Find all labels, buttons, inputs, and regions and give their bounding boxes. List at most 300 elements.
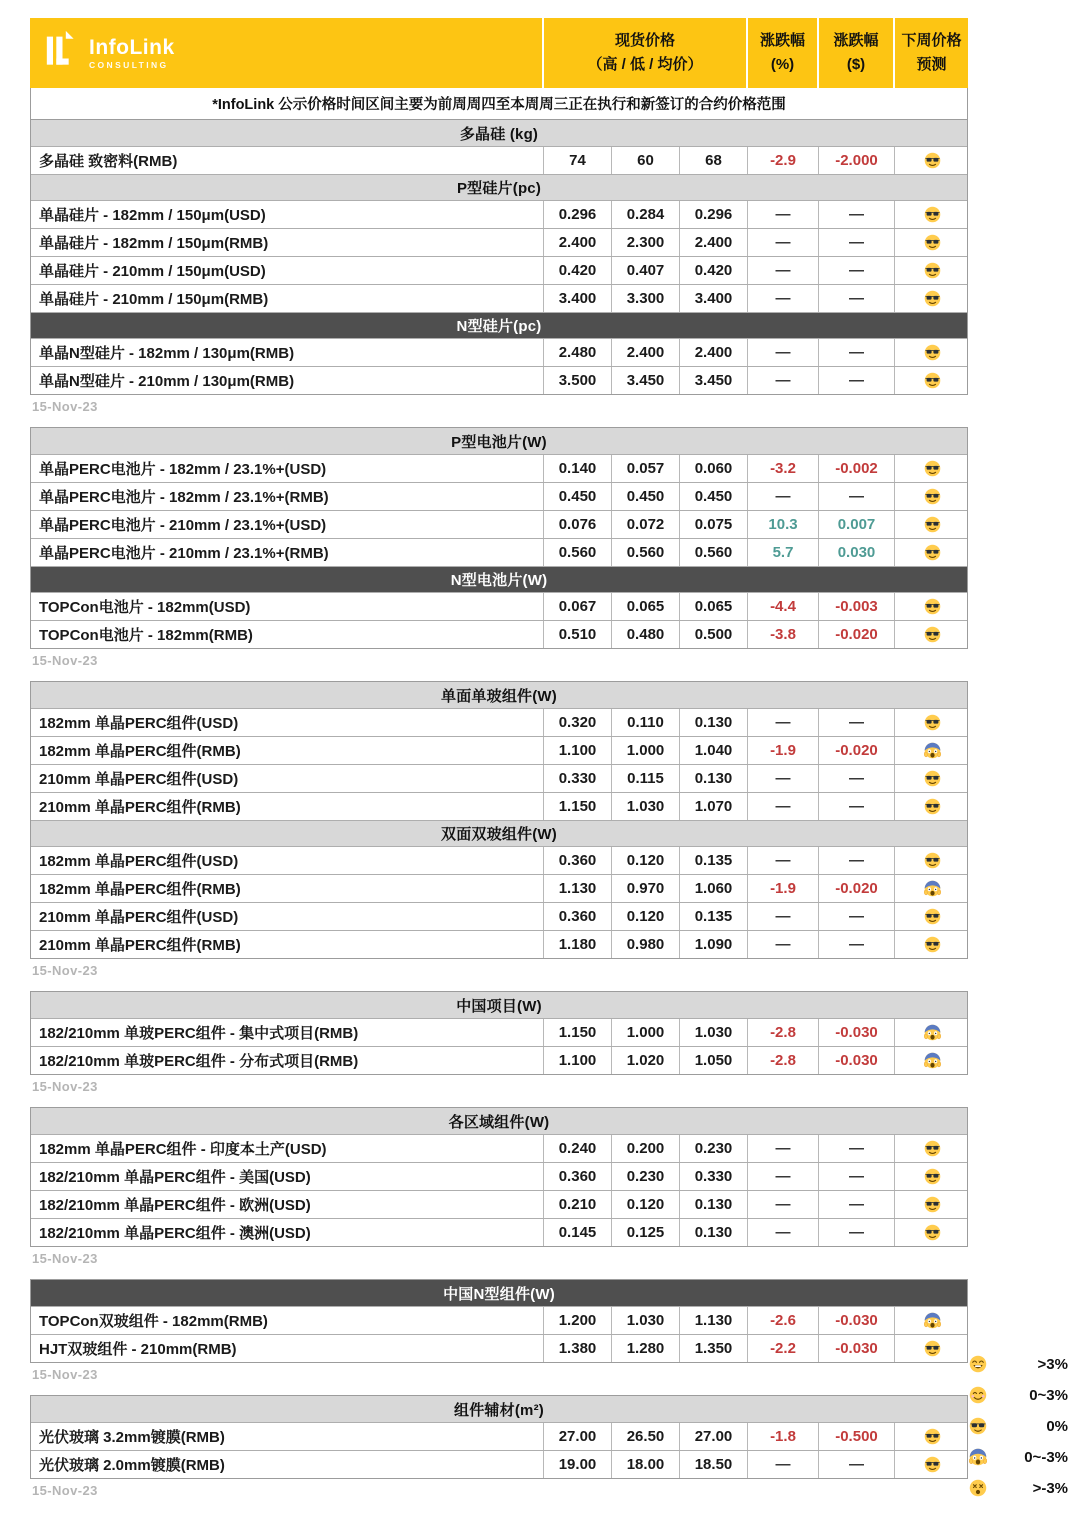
price-row bbox=[31, 366, 967, 394]
change-amount: — bbox=[818, 903, 894, 930]
forecast-sunglasses-emoji bbox=[894, 847, 969, 874]
price-row bbox=[31, 284, 967, 312]
price-row bbox=[31, 902, 967, 930]
price-high: 0.145 bbox=[543, 1219, 611, 1246]
forecast-sunglasses-emoji bbox=[894, 229, 969, 256]
price-row bbox=[31, 338, 967, 366]
forecast-legend bbox=[969, 1355, 1068, 1510]
price-high: 0.360 bbox=[543, 1163, 611, 1190]
change-amount: — bbox=[818, 483, 894, 510]
change-amount: 0.030 bbox=[818, 539, 894, 566]
price-table-block bbox=[30, 1107, 968, 1247]
change-amount: -0.003 bbox=[818, 593, 894, 620]
brand-text bbox=[89, 36, 175, 70]
price-high: 0.330 bbox=[543, 765, 611, 792]
price-avg: 1.060 bbox=[679, 875, 747, 902]
price-low: 0.072 bbox=[611, 511, 679, 538]
change-amount: -0.002 bbox=[818, 455, 894, 482]
section-header: P型硅片(pc) bbox=[31, 174, 967, 200]
change-percent: — bbox=[747, 1135, 818, 1162]
forecast-sunglasses-emoji bbox=[894, 765, 969, 792]
price-avg: 0.130 bbox=[679, 709, 747, 736]
price-low: 0.115 bbox=[611, 765, 679, 792]
price-row bbox=[31, 930, 967, 958]
change-amount: — bbox=[818, 765, 894, 792]
price-high: 3.400 bbox=[543, 285, 611, 312]
price-low: 2.300 bbox=[611, 229, 679, 256]
forecast-scream-emoji bbox=[894, 1047, 969, 1074]
price-high: 0.360 bbox=[543, 903, 611, 930]
price-row bbox=[31, 1450, 967, 1478]
price-report-sheet bbox=[30, 18, 968, 1498]
price-avg: 0.065 bbox=[679, 593, 747, 620]
spot-price-title: 现货价格 bbox=[614, 32, 675, 49]
forecast-title: 下周价格 bbox=[901, 32, 962, 49]
price-row bbox=[31, 620, 967, 648]
column-header-change-amount bbox=[817, 18, 893, 88]
price-low: 0.120 bbox=[611, 1191, 679, 1218]
price-low: 0.230 bbox=[611, 1163, 679, 1190]
price-high: 0.560 bbox=[543, 539, 611, 566]
forecast-sunglasses-emoji bbox=[894, 147, 969, 174]
change-amount: — bbox=[818, 285, 894, 312]
legend-smile-emoji bbox=[969, 1386, 987, 1404]
change-percent: -1.9 bbox=[747, 737, 818, 764]
price-low: 0.560 bbox=[611, 539, 679, 566]
price-avg: 1.070 bbox=[679, 793, 747, 820]
price-avg: 0.135 bbox=[679, 847, 747, 874]
product-name: 182mm 单晶PERC组件(USD) bbox=[39, 715, 239, 732]
price-high: 1.180 bbox=[543, 931, 611, 958]
price-row bbox=[31, 736, 967, 764]
column-header-change-percent bbox=[746, 18, 817, 88]
product-name: HJT双玻组件 - 210mm(RMB) bbox=[39, 1341, 237, 1358]
change-amount: -0.030 bbox=[818, 1335, 894, 1362]
legend-dizzy-emoji bbox=[969, 1479, 987, 1497]
change-amount: — bbox=[818, 257, 894, 284]
price-row bbox=[31, 1018, 967, 1046]
price-low: 0.480 bbox=[611, 621, 679, 648]
product-name: 182/210mm 单玻PERC组件 - 集中式项目(RMB) bbox=[39, 1025, 359, 1042]
legend-entry bbox=[969, 1479, 1068, 1497]
product-name: 单晶硅片 - 210mm / 150μm(USD) bbox=[39, 263, 266, 280]
price-avg: 0.420 bbox=[679, 257, 747, 284]
price-row bbox=[31, 1134, 967, 1162]
price-avg: 0.330 bbox=[679, 1163, 747, 1190]
product-name: 210mm 单晶PERC组件(RMB) bbox=[39, 937, 241, 954]
forecast-sunglasses-emoji bbox=[894, 593, 969, 620]
price-row bbox=[31, 792, 967, 820]
change-percent: -2.8 bbox=[747, 1047, 818, 1074]
change-percent: -2.6 bbox=[747, 1307, 818, 1334]
spot-price-subtitle: （高 / 低 / 均价） bbox=[587, 56, 703, 73]
date-stamp: 15-Nov-23 bbox=[32, 963, 98, 978]
forecast-sunglasses-emoji bbox=[894, 621, 969, 648]
price-row bbox=[31, 592, 967, 620]
price-low: 60 bbox=[611, 147, 679, 174]
price-low: 1.030 bbox=[611, 793, 679, 820]
change-amount: -0.030 bbox=[818, 1307, 894, 1334]
price-high: 0.240 bbox=[543, 1135, 611, 1162]
price-row bbox=[31, 1422, 967, 1450]
price-row bbox=[31, 482, 967, 510]
price-low: 0.284 bbox=[611, 201, 679, 228]
price-row bbox=[31, 146, 967, 174]
change-amount: — bbox=[818, 1163, 894, 1190]
date-stamp: 15-Nov-23 bbox=[32, 1367, 98, 1382]
change-percent: — bbox=[747, 709, 818, 736]
price-avg: 2.400 bbox=[679, 229, 747, 256]
section-header: 各区域组件(W) bbox=[31, 1108, 967, 1134]
price-row bbox=[31, 256, 967, 284]
price-low: 0.120 bbox=[611, 847, 679, 874]
product-name: 182mm 单晶PERC组件(RMB) bbox=[39, 743, 241, 760]
forecast-sunglasses-emoji bbox=[894, 1423, 969, 1450]
change-amount: — bbox=[818, 367, 894, 394]
price-row bbox=[31, 510, 967, 538]
price-row bbox=[31, 1190, 967, 1218]
price-high: 3.500 bbox=[543, 367, 611, 394]
price-low: 1.030 bbox=[611, 1307, 679, 1334]
legend-label: 0% bbox=[1046, 1417, 1068, 1435]
price-table-block bbox=[30, 991, 968, 1075]
price-avg: 1.030 bbox=[679, 1019, 747, 1046]
price-table-block bbox=[30, 1279, 968, 1363]
price-low: 1.280 bbox=[611, 1335, 679, 1362]
price-high: 1.380 bbox=[543, 1335, 611, 1362]
price-avg: 0.450 bbox=[679, 483, 747, 510]
product-name: 182mm 单晶PERC组件 - 印度本土产(USD) bbox=[39, 1141, 327, 1158]
price-low: 0.120 bbox=[611, 903, 679, 930]
brand-subtitle: CONSULTING bbox=[89, 59, 169, 70]
price-avg: 0.296 bbox=[679, 201, 747, 228]
change-amount: — bbox=[818, 339, 894, 366]
price-high: 2.400 bbox=[543, 229, 611, 256]
price-avg: 3.450 bbox=[679, 367, 747, 394]
section-header: 单面单玻组件(W) bbox=[31, 682, 967, 708]
product-name: 单晶PERC电池片 - 182mm / 23.1%+(USD) bbox=[39, 461, 327, 478]
price-row bbox=[31, 1334, 967, 1362]
price-low: 0.980 bbox=[611, 931, 679, 958]
change-percent: -1.8 bbox=[747, 1423, 818, 1450]
price-low: 0.065 bbox=[611, 593, 679, 620]
change-amount: -0.020 bbox=[818, 875, 894, 902]
price-avg: 1.090 bbox=[679, 931, 747, 958]
legend-entry bbox=[969, 1417, 1068, 1435]
product-name: 182/210mm 单晶PERC组件 - 美国(USD) bbox=[39, 1169, 311, 1186]
change-percent: -1.9 bbox=[747, 875, 818, 902]
product-name: 多晶硅 致密料(RMB) bbox=[39, 153, 178, 170]
forecast-scream-emoji bbox=[894, 875, 969, 902]
section-header: N型硅片(pc) bbox=[31, 312, 967, 338]
change-percent: -2.8 bbox=[747, 1019, 818, 1046]
product-name: 单晶硅片 - 182mm / 150μm(USD) bbox=[39, 207, 266, 224]
change-percent: -4.4 bbox=[747, 593, 818, 620]
product-name: TOPCon双玻组件 - 182mm(RMB) bbox=[39, 1313, 268, 1330]
price-table-block bbox=[30, 427, 968, 649]
price-avg: 0.135 bbox=[679, 903, 747, 930]
change-percent: — bbox=[747, 339, 818, 366]
price-high: 0.140 bbox=[543, 455, 611, 482]
price-avg: 68 bbox=[679, 147, 747, 174]
forecast-sunglasses-emoji bbox=[894, 709, 969, 736]
price-high: 1.150 bbox=[543, 1019, 611, 1046]
change-percent: — bbox=[747, 1219, 818, 1246]
change-percent: — bbox=[747, 285, 818, 312]
change-percent: -2.2 bbox=[747, 1335, 818, 1362]
forecast-sunglasses-emoji bbox=[894, 1191, 969, 1218]
forecast-sunglasses-emoji bbox=[894, 1219, 969, 1246]
change-amount: — bbox=[818, 1191, 894, 1218]
price-low: 0.970 bbox=[611, 875, 679, 902]
product-name: 单晶PERC电池片 - 210mm / 23.1%+(USD) bbox=[39, 517, 327, 534]
price-low: 3.300 bbox=[611, 285, 679, 312]
price-high: 27.00 bbox=[543, 1423, 611, 1450]
price-row bbox=[31, 874, 967, 902]
infolink-logo bbox=[30, 18, 542, 88]
price-avg: 0.560 bbox=[679, 539, 747, 566]
forecast-scream-emoji bbox=[894, 1307, 969, 1334]
price-avg: 27.00 bbox=[679, 1423, 747, 1450]
price-row bbox=[31, 454, 967, 482]
change-percent: — bbox=[747, 793, 818, 820]
section-header: 中国项目(W) bbox=[31, 992, 967, 1018]
price-low: 0.125 bbox=[611, 1219, 679, 1246]
price-low: 1.000 bbox=[611, 1019, 679, 1046]
date-stamp: 15-Nov-23 bbox=[32, 399, 98, 414]
section-header: N型电池片(W) bbox=[31, 566, 967, 592]
change-percent: — bbox=[747, 1191, 818, 1218]
price-row bbox=[31, 1218, 967, 1246]
change-amount: -0.030 bbox=[818, 1019, 894, 1046]
price-row bbox=[31, 708, 967, 736]
price-high: 0.076 bbox=[543, 511, 611, 538]
product-name: 182/210mm 单晶PERC组件 - 欧洲(USD) bbox=[39, 1197, 311, 1214]
price-low: 3.450 bbox=[611, 367, 679, 394]
product-name: 单晶硅片 - 182mm / 150μm(RMB) bbox=[39, 235, 269, 252]
report-header bbox=[30, 18, 968, 88]
product-name: 光伏玻璃 2.0mm镀膜(RMB) bbox=[39, 1457, 225, 1474]
change-amount: — bbox=[818, 1135, 894, 1162]
change-amount: — bbox=[818, 793, 894, 820]
price-row bbox=[31, 200, 967, 228]
change-percent: — bbox=[747, 931, 818, 958]
price-high: 0.320 bbox=[543, 709, 611, 736]
price-high: 2.480 bbox=[543, 339, 611, 366]
date-stamp: 15-Nov-23 bbox=[32, 1483, 98, 1498]
forecast-sunglasses-emoji bbox=[894, 1335, 969, 1362]
price-table-block bbox=[30, 1395, 968, 1479]
change-percent: — bbox=[747, 201, 818, 228]
legend-label: 0~-3% bbox=[1024, 1448, 1068, 1466]
change-amount: -0.020 bbox=[818, 621, 894, 648]
change-amount: — bbox=[818, 709, 894, 736]
price-high: 1.200 bbox=[543, 1307, 611, 1334]
date-stamp: 15-Nov-23 bbox=[32, 1079, 98, 1094]
price-high: 0.360 bbox=[543, 847, 611, 874]
product-name: 单晶N型硅片 - 182mm / 130μm(RMB) bbox=[39, 345, 295, 362]
price-avg: 3.400 bbox=[679, 285, 747, 312]
price-row bbox=[31, 538, 967, 566]
forecast-sunglasses-emoji bbox=[894, 1163, 969, 1190]
price-high: 74 bbox=[543, 147, 611, 174]
forecast-sunglasses-emoji bbox=[894, 285, 969, 312]
section-header: 多晶硅 (kg) bbox=[31, 120, 967, 146]
change-amount: -2.000 bbox=[818, 147, 894, 174]
change-amount: -0.500 bbox=[818, 1423, 894, 1450]
change-percent: -3.8 bbox=[747, 621, 818, 648]
section-header: 组件辅材(m²) bbox=[31, 1396, 967, 1422]
price-avg: 2.400 bbox=[679, 339, 747, 366]
change-amount: 0.007 bbox=[818, 511, 894, 538]
forecast-sunglasses-emoji bbox=[894, 201, 969, 228]
product-name: 单晶N型硅片 - 210mm / 130μm(RMB) bbox=[39, 373, 295, 390]
price-low: 0.110 bbox=[611, 709, 679, 736]
price-high: 0.420 bbox=[543, 257, 611, 284]
product-name: 单晶PERC电池片 - 182mm / 23.1%+(RMB) bbox=[39, 489, 329, 506]
price-avg: 1.050 bbox=[679, 1047, 747, 1074]
forecast-sunglasses-emoji bbox=[894, 339, 969, 366]
change-percent: — bbox=[747, 903, 818, 930]
change-amount: — bbox=[818, 1451, 894, 1478]
price-high: 0.296 bbox=[543, 201, 611, 228]
price-avg: 18.50 bbox=[679, 1451, 747, 1478]
legend-sunglasses-emoji bbox=[969, 1417, 987, 1435]
price-avg: 1.130 bbox=[679, 1307, 747, 1334]
change-percent: — bbox=[747, 229, 818, 256]
forecast-sunglasses-emoji bbox=[894, 511, 969, 538]
change-amount-unit: ($) bbox=[846, 56, 866, 73]
product-name: 单晶硅片 - 210mm / 150μm(RMB) bbox=[39, 291, 269, 308]
forecast-subtitle: 预测 bbox=[916, 56, 947, 73]
price-high: 1.130 bbox=[543, 875, 611, 902]
price-low: 0.057 bbox=[611, 455, 679, 482]
price-low: 1.000 bbox=[611, 737, 679, 764]
forecast-scream-emoji bbox=[894, 1019, 969, 1046]
price-high: 0.067 bbox=[543, 593, 611, 620]
legend-label: 0~3% bbox=[1029, 1386, 1068, 1404]
forecast-sunglasses-emoji bbox=[894, 1451, 969, 1478]
price-row bbox=[31, 228, 967, 256]
price-high: 1.150 bbox=[543, 793, 611, 820]
price-avg: 0.075 bbox=[679, 511, 747, 538]
price-report-page bbox=[0, 18, 1080, 1529]
product-name: TOPCon电池片 - 182mm(USD) bbox=[39, 599, 251, 616]
price-avg: 0.130 bbox=[679, 1219, 747, 1246]
price-avg: 0.130 bbox=[679, 765, 747, 792]
change-amount: — bbox=[818, 229, 894, 256]
product-name: 210mm 单晶PERC组件(RMB) bbox=[39, 799, 241, 816]
change-percent: — bbox=[747, 483, 818, 510]
change-percent: — bbox=[747, 367, 818, 394]
forecast-sunglasses-emoji bbox=[894, 257, 969, 284]
change-amount: — bbox=[818, 931, 894, 958]
price-high: 1.100 bbox=[543, 737, 611, 764]
price-period-note: *InfoLink 公示价格时间区间主要为前周周四至本周周三正在执行和新签订的合约价格范围 bbox=[30, 88, 968, 119]
price-high: 0.450 bbox=[543, 483, 611, 510]
product-name: 182/210mm 单玻PERC组件 - 分布式项目(RMB) bbox=[39, 1053, 359, 1070]
forecast-sunglasses-emoji bbox=[894, 539, 969, 566]
infolink-logo-icon bbox=[46, 27, 79, 71]
price-row bbox=[31, 1306, 967, 1334]
price-row bbox=[31, 764, 967, 792]
date-stamp: 15-Nov-23 bbox=[32, 1251, 98, 1266]
price-low: 0.407 bbox=[611, 257, 679, 284]
forecast-scream-emoji bbox=[894, 737, 969, 764]
change-percent: -3.2 bbox=[747, 455, 818, 482]
forecast-sunglasses-emoji bbox=[894, 483, 969, 510]
change-amount: — bbox=[818, 201, 894, 228]
brand-name: InfoLink bbox=[89, 35, 175, 59]
price-avg: 0.500 bbox=[679, 621, 747, 648]
product-name: TOPCon电池片 - 182mm(RMB) bbox=[39, 627, 253, 644]
price-low: 26.50 bbox=[611, 1423, 679, 1450]
product-name: 182mm 单晶PERC组件(RMB) bbox=[39, 881, 241, 898]
column-header-forecast bbox=[893, 18, 968, 88]
change-amount: -0.020 bbox=[818, 737, 894, 764]
change-percent: — bbox=[747, 765, 818, 792]
change-percent: — bbox=[747, 1451, 818, 1478]
change-amount-title: 涨跌幅 bbox=[833, 32, 879, 49]
change-percent: — bbox=[747, 1163, 818, 1190]
product-name: 210mm 单晶PERC组件(USD) bbox=[39, 771, 239, 788]
product-name: 光伏玻璃 3.2mm镀膜(RMB) bbox=[39, 1429, 225, 1446]
section-header: 双面双玻组件(W) bbox=[31, 820, 967, 846]
price-low: 18.00 bbox=[611, 1451, 679, 1478]
price-low: 2.400 bbox=[611, 339, 679, 366]
column-header-spot-price bbox=[542, 18, 746, 88]
price-avg: 1.040 bbox=[679, 737, 747, 764]
forecast-sunglasses-emoji bbox=[894, 1135, 969, 1162]
product-name: 182/210mm 单晶PERC组件 - 澳洲(USD) bbox=[39, 1225, 311, 1242]
change-percent: — bbox=[747, 257, 818, 284]
price-row bbox=[31, 1046, 967, 1074]
forecast-sunglasses-emoji bbox=[894, 367, 969, 394]
forecast-sunglasses-emoji bbox=[894, 931, 969, 958]
price-high: 19.00 bbox=[543, 1451, 611, 1478]
price-table bbox=[30, 119, 968, 1498]
change-percent-unit: (%) bbox=[770, 56, 795, 73]
legend-entry bbox=[969, 1386, 1068, 1404]
change-percent-title: 涨跌幅 bbox=[759, 32, 805, 49]
section-header: 中国N型组件(W) bbox=[31, 1280, 967, 1306]
price-table-block bbox=[30, 681, 968, 959]
price-low: 0.200 bbox=[611, 1135, 679, 1162]
price-low: 0.450 bbox=[611, 483, 679, 510]
change-percent: -2.9 bbox=[747, 147, 818, 174]
legend-grin-emoji bbox=[969, 1355, 987, 1373]
price-table-block bbox=[30, 119, 968, 395]
change-amount: — bbox=[818, 1219, 894, 1246]
change-amount: — bbox=[818, 847, 894, 874]
legend-label: >-3% bbox=[1032, 1479, 1068, 1497]
price-row bbox=[31, 1162, 967, 1190]
forecast-sunglasses-emoji bbox=[894, 903, 969, 930]
legend-label: >3% bbox=[1037, 1355, 1068, 1373]
price-avg: 0.130 bbox=[679, 1191, 747, 1218]
section-header: P型电池片(W) bbox=[31, 428, 967, 454]
forecast-sunglasses-emoji bbox=[894, 455, 969, 482]
change-percent: — bbox=[747, 847, 818, 874]
product-name: 单晶PERC电池片 - 210mm / 23.1%+(RMB) bbox=[39, 545, 329, 562]
price-row bbox=[31, 846, 967, 874]
legend-scream-emoji bbox=[969, 1448, 987, 1466]
change-amount: -0.030 bbox=[818, 1047, 894, 1074]
change-percent: 10.3 bbox=[747, 511, 818, 538]
product-name: 182mm 单晶PERC组件(USD) bbox=[39, 853, 239, 870]
price-high: 0.210 bbox=[543, 1191, 611, 1218]
change-percent: 5.7 bbox=[747, 539, 818, 566]
